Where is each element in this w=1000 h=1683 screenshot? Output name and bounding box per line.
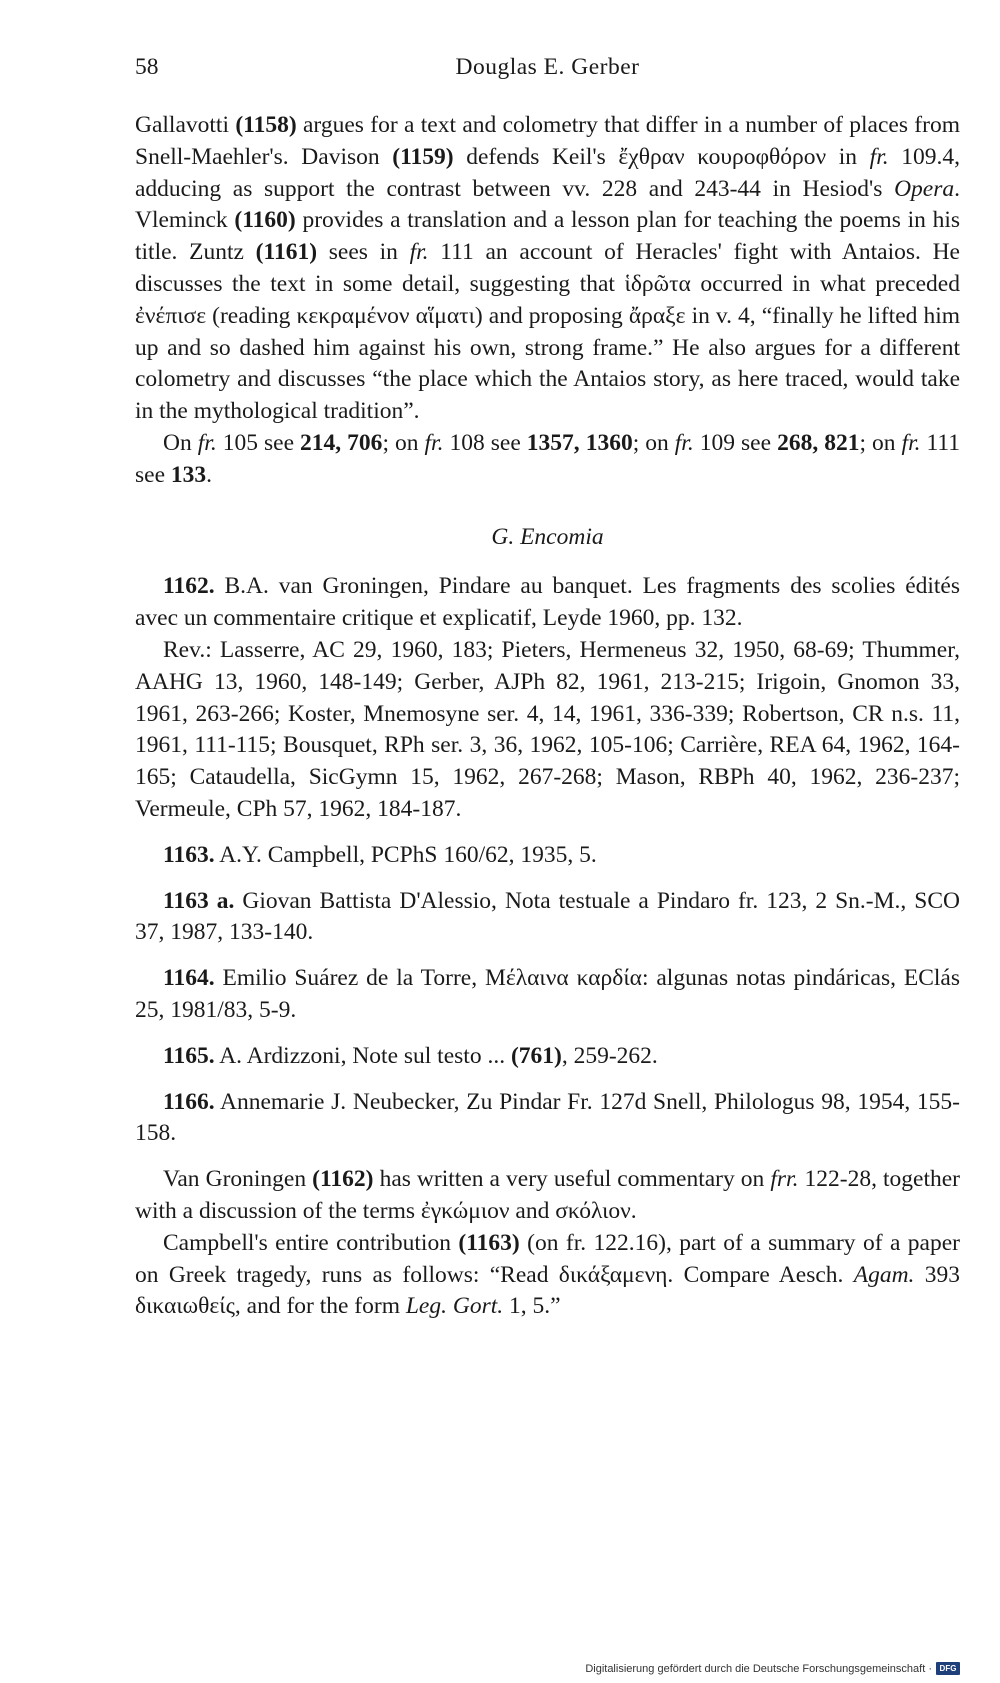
page-body [135,52,960,1323]
entry-number: 1163 a. [163,887,235,914]
entry-number: 1163. [163,841,215,868]
entry-text: A.Y. Campbell, PCPhS 160/62, 1935, 5. [219,841,597,868]
page-header [135,52,960,92]
closing-paragraph-2: Campbell's entire contribution (1163) (on fr. 122.16), part of a summary of a paper on Greek tragedy, runs as follows: “Read δικάξαμενη. Compare Aesch. Agam. 393 δικαιωθείς, and for the form Leg. Gort. 1, 5.” [135,1229,960,1320]
review-list [135,635,960,826]
entry-text: B.A. van Groningen, Pindare au banquet. Les fragments des scolies édités avec un commentaire critique et explicatif, Leyde 1960, pp. 132. [135,573,961,632]
paragraph-2: On fr. 105 see 214, 706; on fr. 108 see 1357, 1360; on fr. 109 see 268, 821; on fr. 111 see 133. [135,429,961,488]
section-heading: G. Encomia [491,523,604,550]
entry-number: 1162. [163,573,215,600]
footer-credit: Digitalisierung gefördert durch die Deutsche Forschungsgemeinschaft · [585,1662,932,1675]
digitization-footer [585,1662,960,1675]
paragraph-1: Gallavotti (1158) argues for a text and colometry that differ in a number of places from Snell-Maehler's. Davison (1159) defends Keil's ἔχθραν κουροφθόρον in fr. 109.4, adducing as support the contrast between vv. 228 and 243-44 in Hesiod's Opera. Vleminck (1160) provides a translation and a lesson plan for teaching the poems in his title. Zuntz (1161) sees in fr. 111 an account of Heracles' fight with Antaios. He discusses the text in some detail, suggesting that ἱδρῶτα occurred in what preceded ἐνέπισε (reading κεκραμένον αἵματι) and proposing ἄραξε in v. 4, “finally he lifted him up and so dashed him against his own, strong frame.” He also argues for a different colometry and discusses “the place which the Antaios story, as here traced, would take in the mythological tradition”. [135,112,961,425]
bib-entry-1166 [135,1087,960,1151]
page-number: 58 [135,54,159,80]
entry-text: Annemarie J. Neubecker, Zu Pindar Fr. 127d Snell, Philologus 98, 1954, 155-158. [135,1088,960,1147]
entry-text: Emilio Suárez de la Torre, Μέλαινα καρδία: algunas notas pindáricas, EClás 25, 1981/83, 5-9. [135,965,961,1023]
bib-entry-1165 [135,1041,960,1073]
bib-entry-1164 [135,963,960,1027]
entry-number: 1165. [163,1042,215,1069]
dfg-logo-icon: DFG [936,1662,960,1675]
closing-paragraph-1: Van Groningen (1162) has written a very useful commentary on frr. 122-28, together with a discussion of the terms ἐγκώμιον and σκόλιον. [135,1166,960,1224]
bib-entry-1163a [135,886,960,950]
running-head: Douglas E. Gerber [455,54,640,80]
bib-entry-1162 [135,571,960,635]
entry-number: 1166. [163,1088,215,1115]
bib-entry-1163 [135,840,960,872]
entry-number: 1164. [163,965,215,992]
entry-text: Giovan Battista D'Alessio, Nota testuale a Pindaro fr. 123, 2 Sn.-M., SCO 37, 1987, 133-140. [135,887,960,946]
entry-text: A. Ardizzoni, Note sul testo ... (761), 259-262. [219,1042,658,1069]
entry-text: Rev.: Lasserre, AC 29, 1960, 183; Pieters, Hermeneus 32, 1950, 68-69; Thummer, AAHG 13, 1960, 148-149; Gerber, AJPh 82, 1961, 213-215; Irigoin, Gnomon 33, 1961, 263-266; Koster, Mnemosyne ser. 4, 14, 1961, 336-339; Robertson, CR n.s. 11, 1961, 111-115; Bousquet, RPh ser. 3, 36, 1962, 105-106; Carrière, REA 64, 1962, 164-165; Cataudella, SicGymn 15, 1962, 267-268; Mason, RBPh 40, 1962, 236-237; Vermeule, CPh 57, 1962, 184-187. [135,636,960,822]
